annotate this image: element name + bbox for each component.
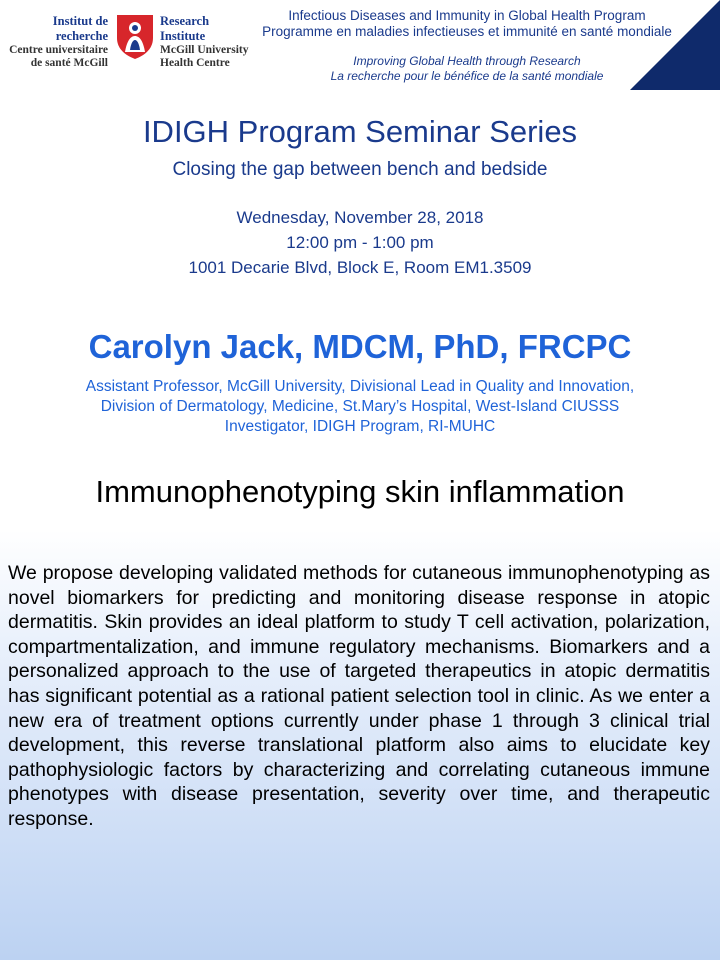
- program-name-fr: Programme en maladies infectieuses et immunité en santé mondiale: [262, 24, 672, 39]
- logo-fr-line1: Institut de: [52, 14, 108, 28]
- tagline-en: Improving Global Health through Research: [353, 54, 581, 68]
- seminar-title: IDIGH Program Seminar Series: [142, 114, 578, 149]
- event-details: [0, 205, 720, 280]
- speaker-name: Carolyn Jack, MDCM, PhD, FRCPC: [88, 328, 632, 365]
- shield-icon: [115, 12, 155, 60]
- logo-en-line1: Research: [160, 14, 210, 28]
- affiliation-line-1: Assistant Professor, McGill University, Divisional Lead in Quality and Innovation,: [85, 378, 635, 395]
- talk-title: Immunophenotyping skin inflammation: [95, 474, 625, 509]
- event-date: Wednesday, November 28, 2018: [236, 208, 484, 227]
- speaker-affiliation: [0, 377, 720, 437]
- logo-fr-line2: recherche: [55, 29, 108, 43]
- logo-fr-sub-line2: de santé McGill: [30, 57, 108, 69]
- affiliation-line-3: Investigator, IDIGH Program, RI-MUHC: [224, 418, 496, 435]
- logo-en-sub-line1: McGill University: [160, 44, 249, 56]
- logo-fr-sub-line1: Centre universitaire: [9, 44, 108, 56]
- logo-text-fr: [30, 14, 108, 44]
- tagline-fr: La recherche pour le bénéfice de la santé mondiale: [330, 69, 604, 83]
- logo-en-line2: Institute: [160, 29, 206, 43]
- corner-triangle-icon: [630, 0, 720, 90]
- talk-abstract: We propose developing validated methods for cutaneous immunophenotyping as novel biomarkers for predicting and monitoring disease response in atopic dermatitis. Skin provides an ideal platform to study T cell activation, polarization, compartmentalization, and immune regulatory mechanisms. Biomarkers and a personalized approach to the use of targeted therapeutics in atopic dermatitis has significant potential as a rational patient selection tool in clinic. As we enter a new era of treatment options currently under phase 1 through 3 clinical trial development, this reverse translational platform also aims to elucidate key pathophysiologic factors by characterizing and correlating cutaneous immune phenotypes with disease presentation, severity over time, and therapeutic response.: [8, 562, 710, 830]
- event-location: 1001 Decarie Blvd, Block E, Room EM1.3509: [188, 258, 532, 277]
- logo-text-en-sub: [160, 44, 260, 70]
- logo-en-sub-line2: Health Centre: [160, 57, 230, 69]
- program-name-en: Infectious Diseases and Immunity in Global Health Program: [288, 8, 646, 23]
- ri-muhc-logo: [0, 0, 260, 90]
- program-header: [262, 8, 672, 84]
- seminar-subtitle: Closing the gap between bench and bedside: [172, 159, 548, 180]
- logo-text-fr-sub: [4, 44, 108, 70]
- event-time: 12:00 pm - 1:00 pm: [286, 233, 434, 252]
- logo-text-en: [160, 14, 260, 44]
- affiliation-line-2: Division of Dermatology, Medicine, St.Mary’s Hospital, West-Island CIUSSS: [100, 398, 620, 415]
